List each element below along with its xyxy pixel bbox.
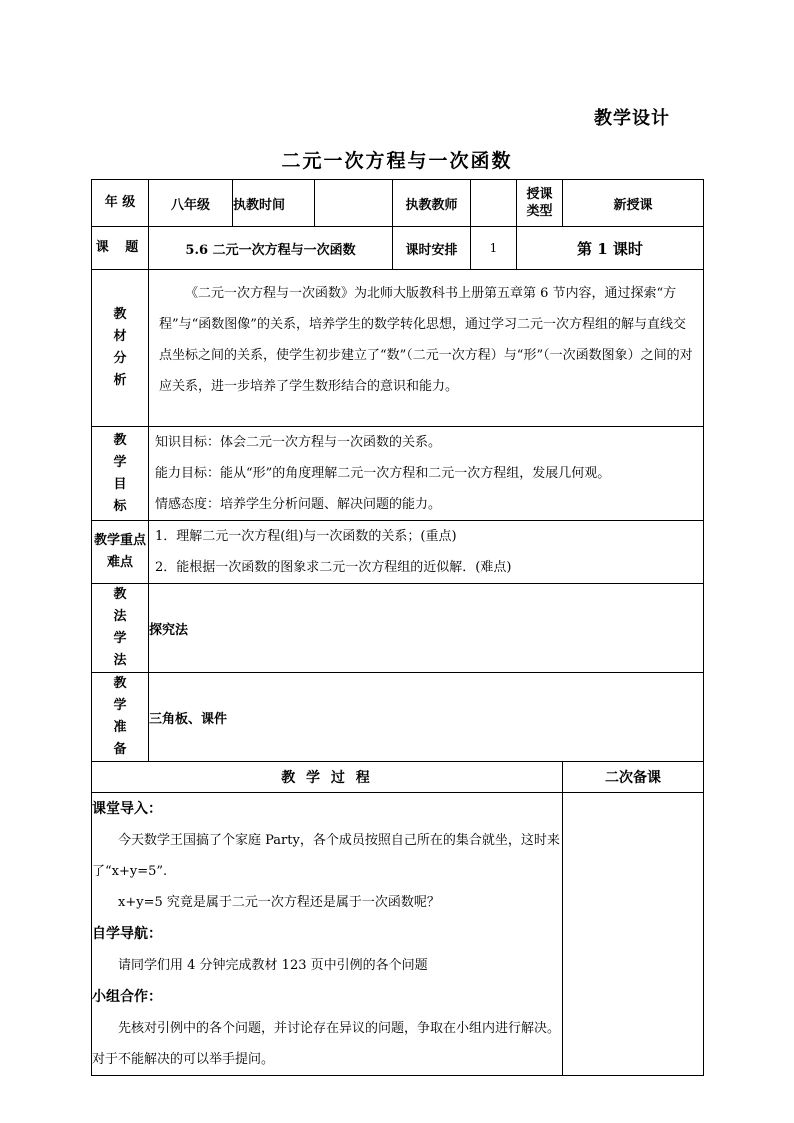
section-heading: 小组合作： <box>92 989 162 1005</box>
process-content-row <box>92 793 704 1076</box>
goal-item: 情感态度：培养学生分析问题、解决问题的能力。 <box>155 497 442 512</box>
method-row <box>92 584 704 673</box>
info-row-2 <box>92 227 704 270</box>
analysis-cell <box>149 270 704 427</box>
method-label: 教 法 学 法 <box>92 584 149 673</box>
analysis-label: 教 材 分 析 <box>92 270 149 427</box>
hours-value: 1 <box>471 227 517 270</box>
type-value: 新授课 <box>563 180 704 227</box>
key-point-item: 2．能根据一次函数的图象求二元一次方程组的近似解．(难点) <box>155 560 512 575</box>
lesson-plan-table <box>91 179 704 1076</box>
key-points-label: 教学重点难点 <box>92 521 149 584</box>
time-value <box>315 180 393 227</box>
goals-label: 教 学 目 标 <box>92 427 149 521</box>
document-type-label: 教学设计 <box>594 108 670 129</box>
analysis-row <box>92 270 704 427</box>
hours-label: 课时安排 <box>393 227 471 270</box>
topic-label: 课 题 <box>92 227 149 270</box>
goals-cell <box>149 427 704 521</box>
goals-row <box>92 427 704 521</box>
secondary-prep-cell <box>563 793 704 1076</box>
goal-item: 能力目标：能从“形”的角度理解二元一次方程和二元一次方程组，发展几何观。 <box>155 466 611 481</box>
section-paragraph: 请同学们用 4 分钟完成教材 123 页中引例的各个问题 <box>118 958 428 973</box>
key-points-cell <box>149 521 704 584</box>
section-heading: 课堂导入： <box>92 801 162 817</box>
section-paragraph: 先核对引例中的各个问题，并讨论存在异议的问题，争取在小组内进行解决。对于不能解决的可以举手提问。 <box>92 1021 561 1067</box>
process-header-row <box>92 762 704 793</box>
analysis-text: 《二元一次方程与一次函数》为北师大版教科书上册第五章第 6 节内容，通过探索“方程”与“函数图像”的关系，培养学生的数学转化思想，通过学习二元一次方程组的解与直线交点坐标之间的关系，使学生初步建立了“数”（二元一次方程）与“形”（一次函数图象）之间的对应关系，进一步培养了学生数形结合的意识和能力。 <box>159 286 693 394</box>
section-paragraph: 今天数学王国搞了个家庭 Party，各个成员按照自己所在的集合就坐，这时来了“x+y=5”. <box>92 833 560 879</box>
grade-value: 八年级 <box>149 180 233 227</box>
info-row-1 <box>92 180 704 227</box>
key-point-item: 1．理解二元一次方程(组)与一次函数的关系；(重点) <box>155 529 457 544</box>
period-value: 第 1 课时 <box>517 227 704 270</box>
section-paragraph: x+y=5 究竟是属于二元一次方程还是属于一次函数呢？ <box>118 895 440 910</box>
process-content <box>92 793 563 1076</box>
method-value: 探究法 <box>149 584 704 673</box>
time-label: 执教时间 <box>233 180 315 227</box>
secondary-prep-header: 二次备课 <box>563 762 704 793</box>
grade-label: 年 级 <box>92 180 149 227</box>
process-header: 教 学 过 程 <box>92 762 563 793</box>
prep-row <box>92 673 704 762</box>
section-heading: 自学导航： <box>92 926 162 942</box>
key-points-row <box>92 521 704 584</box>
prep-label: 教 学 准 备 <box>92 673 149 762</box>
teacher-label: 执教教师 <box>393 180 471 227</box>
prep-value: 三角板、课件 <box>149 673 704 762</box>
goal-item: 知识目标：体会二元一次方程与一次函数的关系。 <box>155 435 442 450</box>
topic-value: 5.6 二元一次方程与一次函数 <box>149 227 393 270</box>
type-label: 授课类型 <box>517 180 563 227</box>
lesson-title: 二元一次方程与一次函数 <box>281 150 513 172</box>
teacher-value <box>471 180 517 227</box>
